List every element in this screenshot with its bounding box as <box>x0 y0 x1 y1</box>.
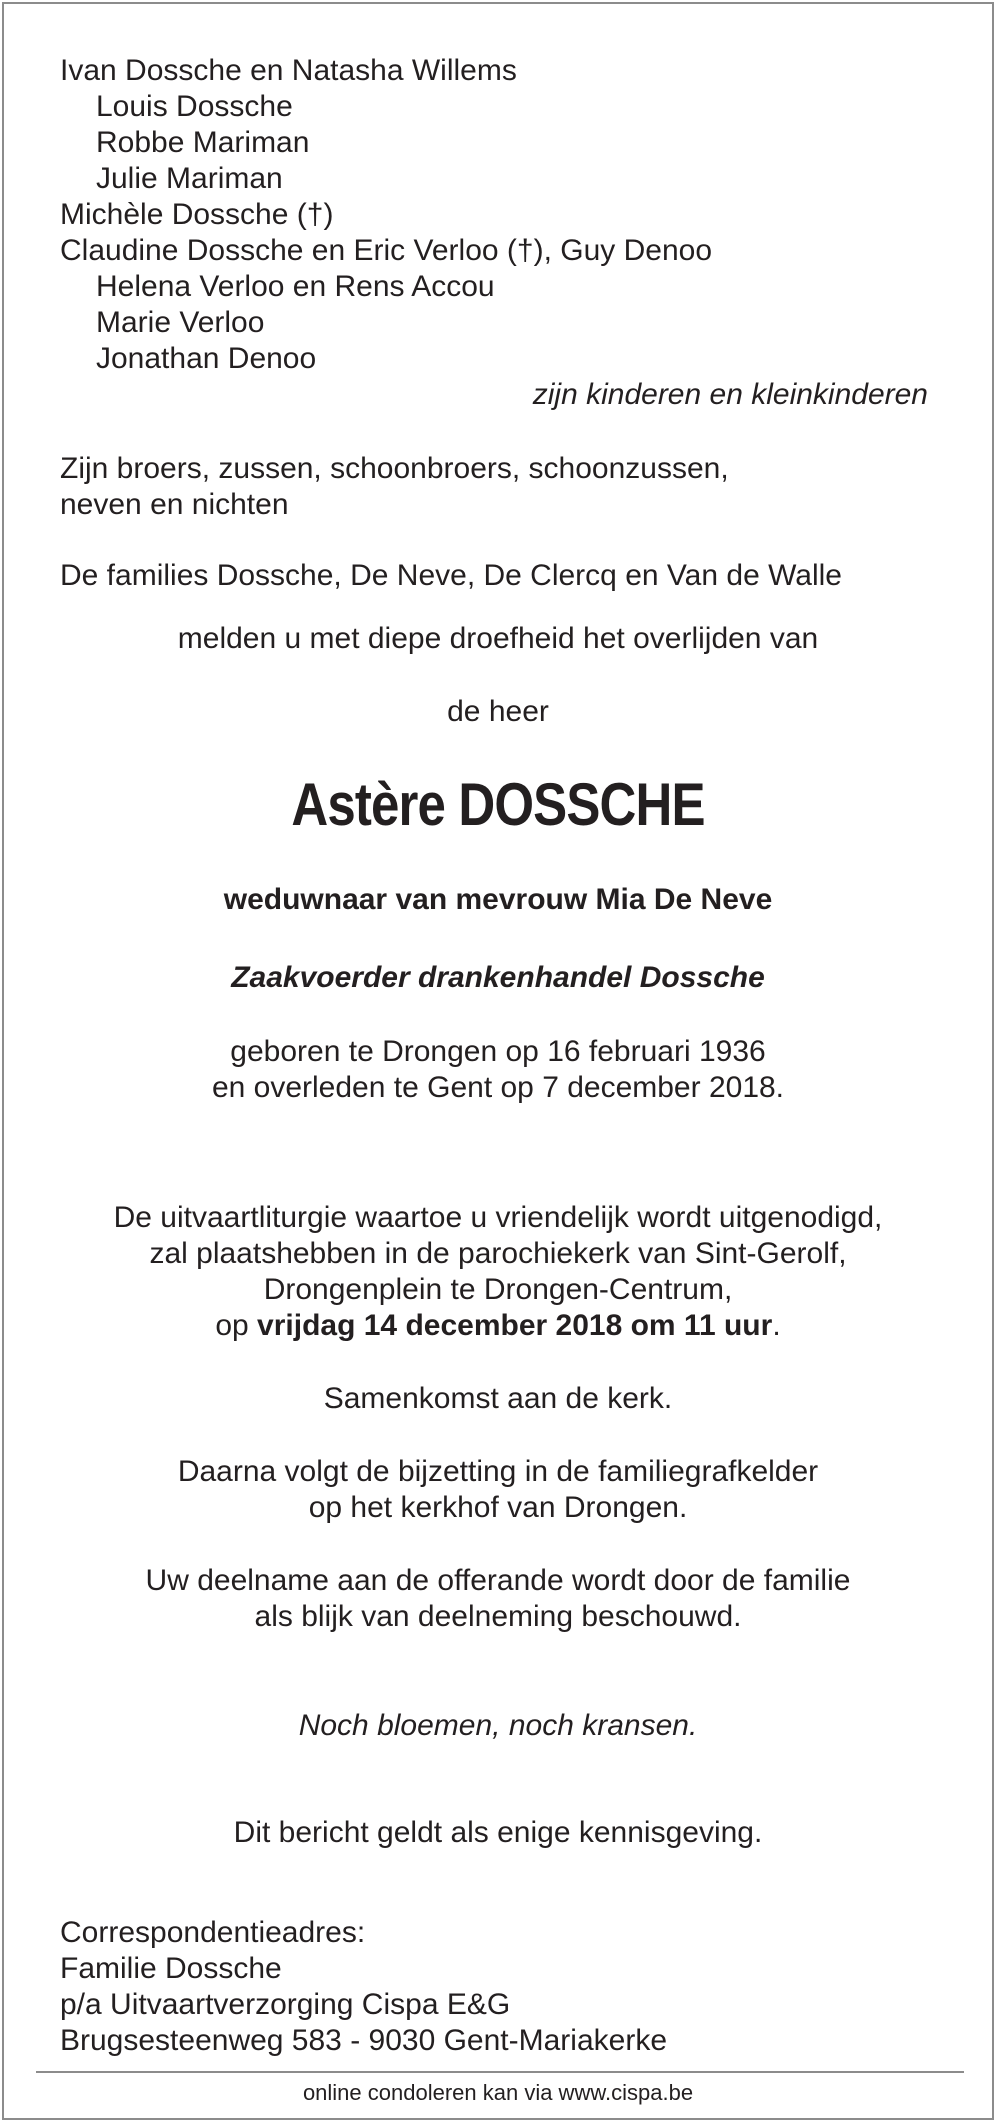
announcement-title: de heer <box>447 695 549 728</box>
siblings-line-2: neven en nichten <box>60 488 289 521</box>
address-line-2: p/a Uitvaartverzorging Cispa E&G <box>60 1988 511 2021</box>
occupation-line: Zaakvoerder drankenhandel Dossche <box>231 961 765 994</box>
died-line: en overleden te Gent op 7 december 2018. <box>211 1071 785 1104</box>
families-line: De families Dossche, De Neve, De Clercq en Van de Walle <box>60 559 842 592</box>
funeral-date: vrijdag 14 december 2018 om 11 uur <box>257 1309 773 1342</box>
deceased-name: Astère DOSSCHE <box>291 771 705 838</box>
funeral-line-1: De uitvaartliturgie waartoe u vriendelijk wordt uitgenodigd, <box>113 1201 883 1234</box>
footer-divider <box>36 2071 964 2073</box>
funeral-line-2: zal plaatshebben in de parochiekerk van Sint-Gerolf, <box>149 1237 847 1270</box>
funeral-date-prefix: op <box>215 1309 258 1342</box>
address-label: Correspondentieadres: <box>60 1916 366 1949</box>
born-line: geboren te Drongen op 16 februari 1936 <box>230 1035 766 1068</box>
family-line-7: Helena Verloo en Rens Accou <box>96 270 495 303</box>
family-line-9: Jonathan Denoo <box>96 342 317 375</box>
funeral-date-suffix: . <box>772 1309 781 1342</box>
meeting-line: Samenkomst aan de kerk. <box>323 1382 673 1415</box>
address-line-1: Familie Dossche <box>60 1952 282 1985</box>
notice-line: Dit bericht geldt als enige kennisgeving. <box>233 1816 763 1849</box>
widower-line: weduwnaar van mevrouw Mia De Neve <box>223 883 773 916</box>
footer-text[interactable]: online condoleren kan via www.cispa.be <box>302 2080 694 2105</box>
burial-line-2: op het kerkhof van Drongen. <box>308 1491 688 1524</box>
family-line-3: Robbe Mariman <box>96 126 310 159</box>
family-line-5: Michèle Dossche (†) <box>60 198 334 231</box>
family-line-6: Claudine Dossche en Eric Verloo (†), Guy Denoo <box>60 234 713 267</box>
family-line-8: Marie Verloo <box>96 306 265 339</box>
funeral-line-4 <box>0 1308 996 1344</box>
offering-line-2: als blijk van deelneming beschouwd. <box>254 1600 742 1633</box>
siblings-line-1: Zijn broers, zussen, schoonbroers, schoonzussen, <box>60 452 729 485</box>
offering-line-1: Uw deelname aan de offerande wordt door de familie <box>145 1564 851 1597</box>
no-flowers-line: Noch bloemen, noch kransen. <box>298 1709 698 1742</box>
address-line-3: Brugsesteenweg 583 - 9030 Gent-Mariakerke <box>60 2024 668 2057</box>
relation-label: zijn kinderen en kleinkinderen <box>532 378 928 411</box>
family-line-2: Louis Dossche <box>96 90 293 123</box>
funeral-line-3: Drongenplein te Drongen-Centrum, <box>263 1273 733 1306</box>
burial-line-1: Daarna volgt de bijzetting in de familiegrafkelder <box>177 1455 819 1488</box>
announcement-intro: melden u met diepe droefheid het overlijden van <box>177 622 819 655</box>
family-line-4: Julie Mariman <box>96 162 283 195</box>
family-line-1: Ivan Dossche en Natasha Willems <box>60 54 517 87</box>
